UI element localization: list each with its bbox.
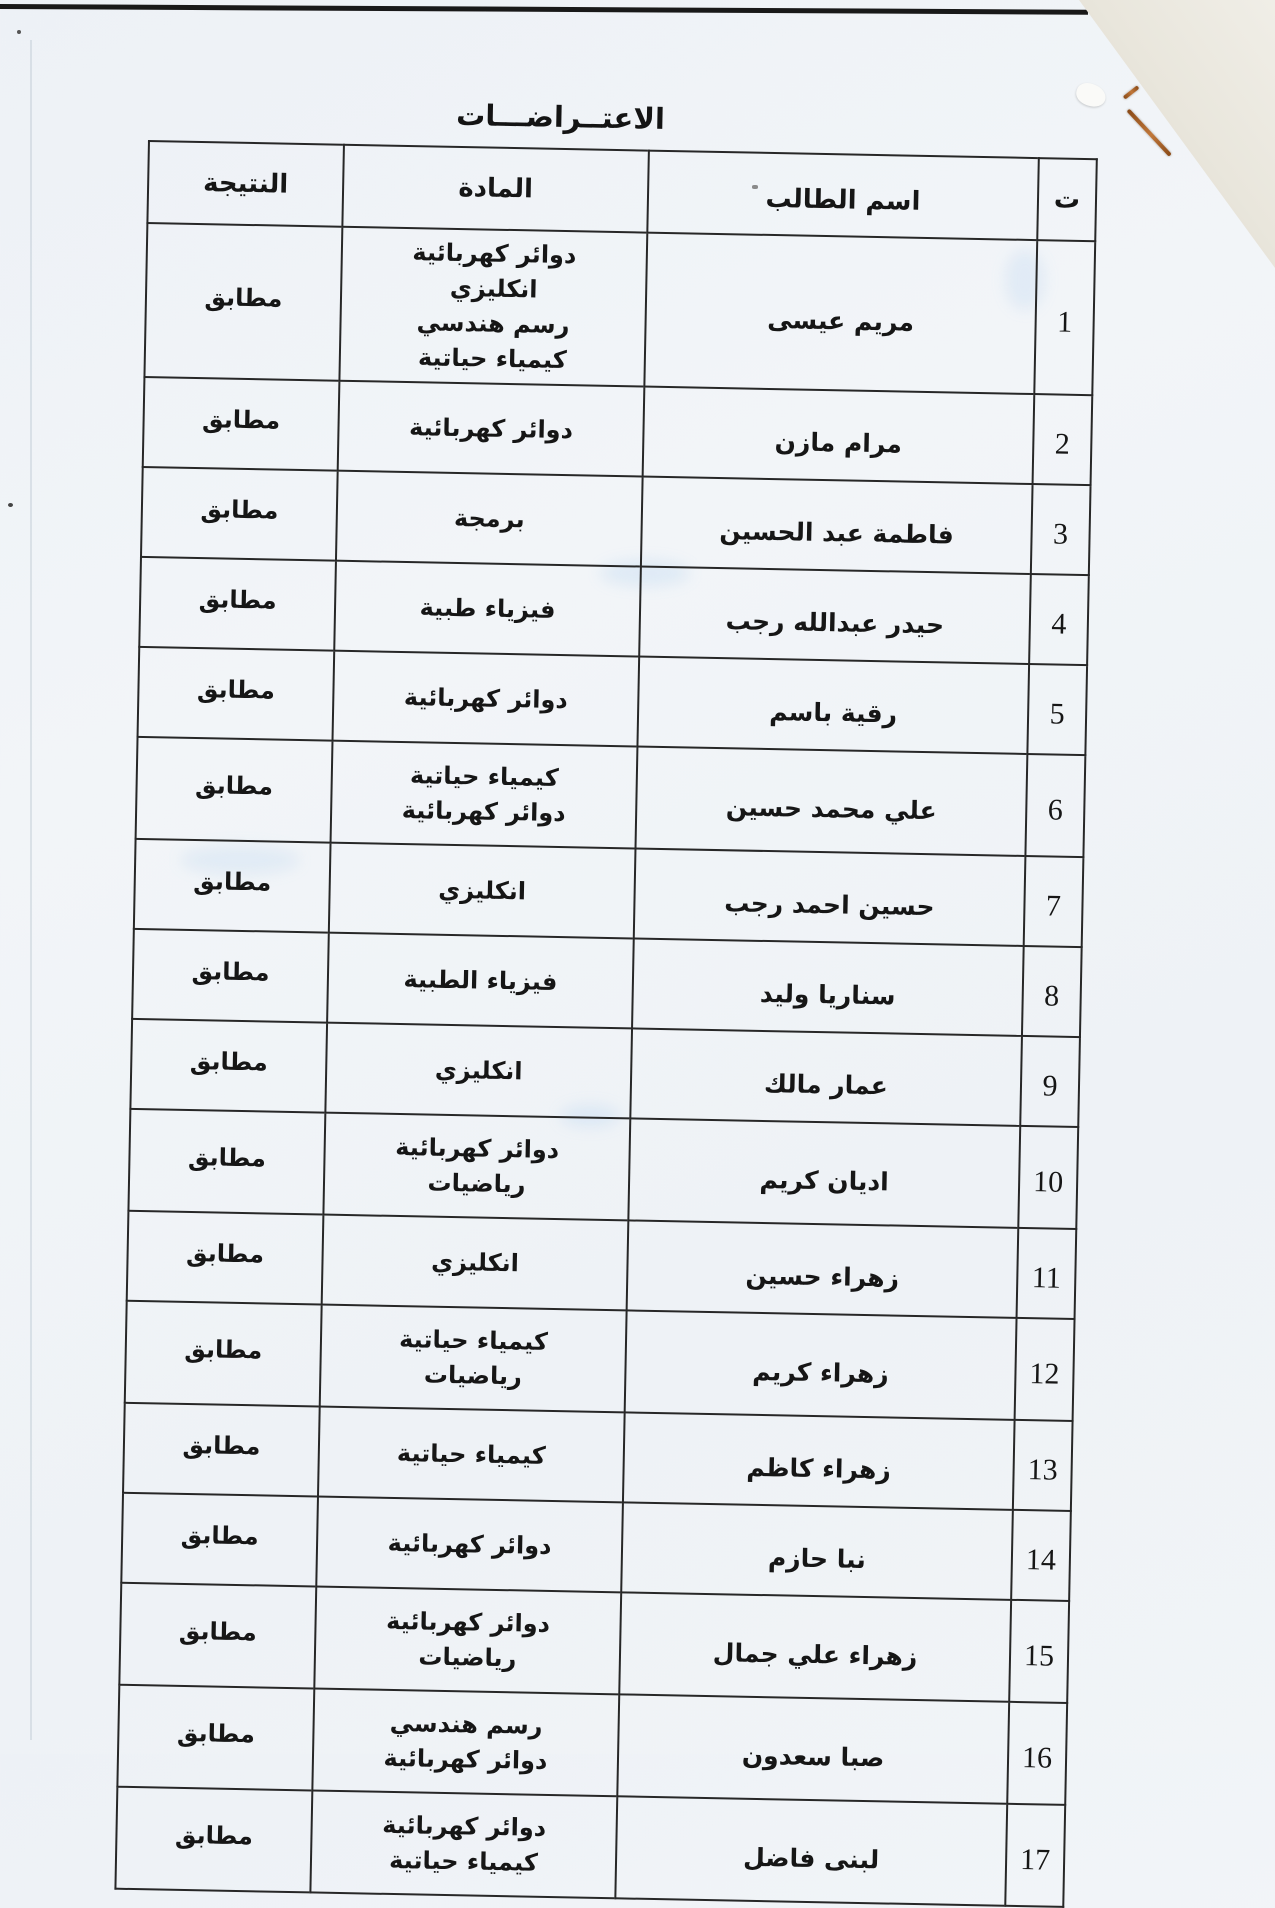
page-title: الاعتــراضـــات	[455, 97, 666, 136]
result-cell: مطابق	[125, 1301, 322, 1407]
subject-line: رسم هندسي	[416, 308, 570, 340]
objections-table-body	[115, 223, 1095, 1907]
scan-speck	[8, 503, 13, 507]
subject-line: انكليزي	[449, 273, 538, 304]
row-number-cell: 4	[1029, 574, 1089, 665]
objections-table	[114, 140, 1097, 1908]
subject-line: دوائر كهربائية	[408, 412, 574, 444]
subject-line: رياضيات	[423, 1360, 523, 1391]
row-number-cell: 6	[1025, 754, 1085, 857]
row-number-cell: 14	[1011, 1510, 1071, 1601]
subject-line: كيمياء حياتية	[398, 1325, 549, 1356]
student-name-cell: زهراء كريم	[625, 1310, 1017, 1419]
subject-line: انكليزي	[430, 1247, 520, 1277]
result-cell: مطابق	[121, 1493, 318, 1587]
subject-line: كيمياء حياتية	[396, 1438, 546, 1470]
subject-cell	[329, 843, 636, 939]
result-cell: مطابق	[128, 1109, 325, 1215]
subject-line: رياضيات	[418, 1642, 517, 1673]
student-name-cell: حيدر عبدالله رجب	[639, 567, 1031, 664]
subject-cell	[331, 741, 638, 849]
student-name-cell: حسين احمد رجب	[634, 848, 1026, 945]
header-no: ت	[1037, 158, 1097, 241]
folded-corner	[1079, 0, 1275, 268]
subject-cell	[322, 1215, 629, 1311]
table-row	[128, 1109, 1078, 1229]
row-number-cell: 2	[1033, 394, 1093, 485]
row-number-cell: 16	[1007, 1702, 1067, 1805]
torn-paper-notch	[1073, 80, 1108, 110]
result-cell: مطابق	[139, 557, 336, 651]
row-number-cell: 7	[1024, 856, 1084, 947]
subject-cell	[334, 561, 641, 657]
header-subject: المادة	[342, 145, 649, 233]
result-cell: مطابق	[141, 467, 338, 561]
row-number-cell: 15	[1009, 1600, 1069, 1703]
student-name-cell: مرام مازن	[643, 387, 1035, 484]
table-row	[117, 1685, 1067, 1805]
subject-line: انكليزي	[438, 875, 527, 905]
staple-icon	[1123, 85, 1140, 99]
scanner-edge-line	[0, 4, 1088, 15]
subject-cell	[339, 227, 647, 387]
table-row	[136, 737, 1086, 857]
table-row	[144, 223, 1095, 395]
subject-cell	[325, 1023, 632, 1119]
subject-line: فيزياء طبية	[419, 592, 556, 624]
table-row	[125, 1301, 1075, 1421]
result-cell: مطابق	[123, 1403, 320, 1497]
subject-line: كيمياء حياتية	[388, 1845, 539, 1877]
subject-line: برمجة	[453, 503, 525, 533]
row-number-cell: 3	[1031, 484, 1091, 575]
objections-table-container	[114, 97, 1095, 1908]
student-name-cell: زهراء كاظم	[623, 1412, 1015, 1509]
subject-cell	[314, 1586, 621, 1694]
result-cell: مطابق	[144, 223, 342, 381]
result-cell: مطابق	[127, 1211, 324, 1305]
subject-cell	[327, 933, 634, 1029]
subject-line: رسم هندسي	[389, 1708, 543, 1740]
header-student-name: اسم الطالب	[647, 151, 1039, 240]
subject-cell	[312, 1688, 619, 1796]
row-number-cell: 1	[1034, 240, 1095, 395]
subject-line: دوائر كهربائية	[401, 795, 566, 828]
result-cell: مطابق	[138, 647, 335, 741]
result-cell: مطابق	[117, 1685, 314, 1791]
result-cell: مطابق	[119, 1583, 316, 1689]
page-left-edge-line	[30, 40, 32, 1740]
result-cell: مطابق	[136, 737, 333, 843]
result-cell: مطابق	[115, 1787, 312, 1893]
subject-line: دوائر كهربائية	[403, 682, 569, 714]
student-name-cell: زهراء علي جمال	[619, 1592, 1011, 1701]
subject-cell	[318, 1407, 625, 1503]
subject-line: انكليزي	[434, 1055, 523, 1085]
student-name-cell: اديان كريم	[628, 1118, 1020, 1227]
student-name-cell: رقية باسم	[637, 657, 1029, 754]
result-cell: مطابق	[143, 377, 340, 471]
subject-line: كيمياء حياتية	[417, 343, 567, 375]
subject-cell	[316, 1497, 623, 1593]
row-number-cell: 10	[1018, 1126, 1078, 1229]
table-row	[115, 1787, 1065, 1907]
student-name-cell: لبنى فاضل	[615, 1796, 1007, 1905]
result-cell: مطابق	[132, 929, 329, 1023]
subject-line: فيزياء الطبية	[403, 964, 558, 996]
subject-cell	[338, 381, 645, 477]
subject-cell	[310, 1790, 617, 1898]
subject-line: دوائر كهربائية	[381, 1810, 547, 1842]
subject-line: دوائر كهربائية	[383, 1743, 548, 1775]
subject-line: كيمياء حياتية	[409, 761, 559, 792]
student-name-cell: نبا حازم	[621, 1502, 1013, 1599]
subject-line: دوائر كهربائية	[387, 1528, 552, 1560]
subject-line: دوائر كهربائية	[385, 1606, 551, 1638]
subject-cell	[336, 471, 643, 567]
row-number-cell: 5	[1027, 664, 1087, 755]
subject-line: رياضيات	[427, 1168, 526, 1199]
student-name-cell: علي محمد حسين	[635, 747, 1027, 856]
result-cell: مطابق	[134, 839, 331, 933]
row-number-cell: 17	[1005, 1804, 1065, 1907]
row-number-cell: 12	[1015, 1318, 1075, 1421]
student-name-cell: صبا سعدون	[617, 1694, 1009, 1803]
table-row	[119, 1583, 1069, 1703]
subject-line: دوائر كهربائية	[395, 1132, 560, 1165]
row-number-cell: 11	[1017, 1228, 1077, 1319]
student-name-cell: زهراء حسين	[627, 1220, 1019, 1317]
row-number-cell: 8	[1022, 946, 1082, 1037]
subject-line: دوائر كهربائية	[412, 238, 577, 270]
subject-cell	[333, 651, 640, 747]
student-name-cell: سناريا وليد	[632, 938, 1024, 1035]
scan-speck	[17, 30, 21, 34]
result-cell: مطابق	[130, 1019, 327, 1113]
header-result: النتيجة	[147, 141, 344, 227]
student-name-cell: مريم عيسى	[644, 233, 1037, 394]
row-number-cell: 13	[1013, 1420, 1073, 1511]
subject-cell	[320, 1305, 627, 1413]
student-name-cell: عمار مالك	[630, 1028, 1022, 1125]
student-name-cell: فاطمة عبد الحسين	[641, 477, 1033, 574]
row-number-cell: 9	[1020, 1036, 1080, 1127]
subject-cell	[323, 1113, 630, 1221]
